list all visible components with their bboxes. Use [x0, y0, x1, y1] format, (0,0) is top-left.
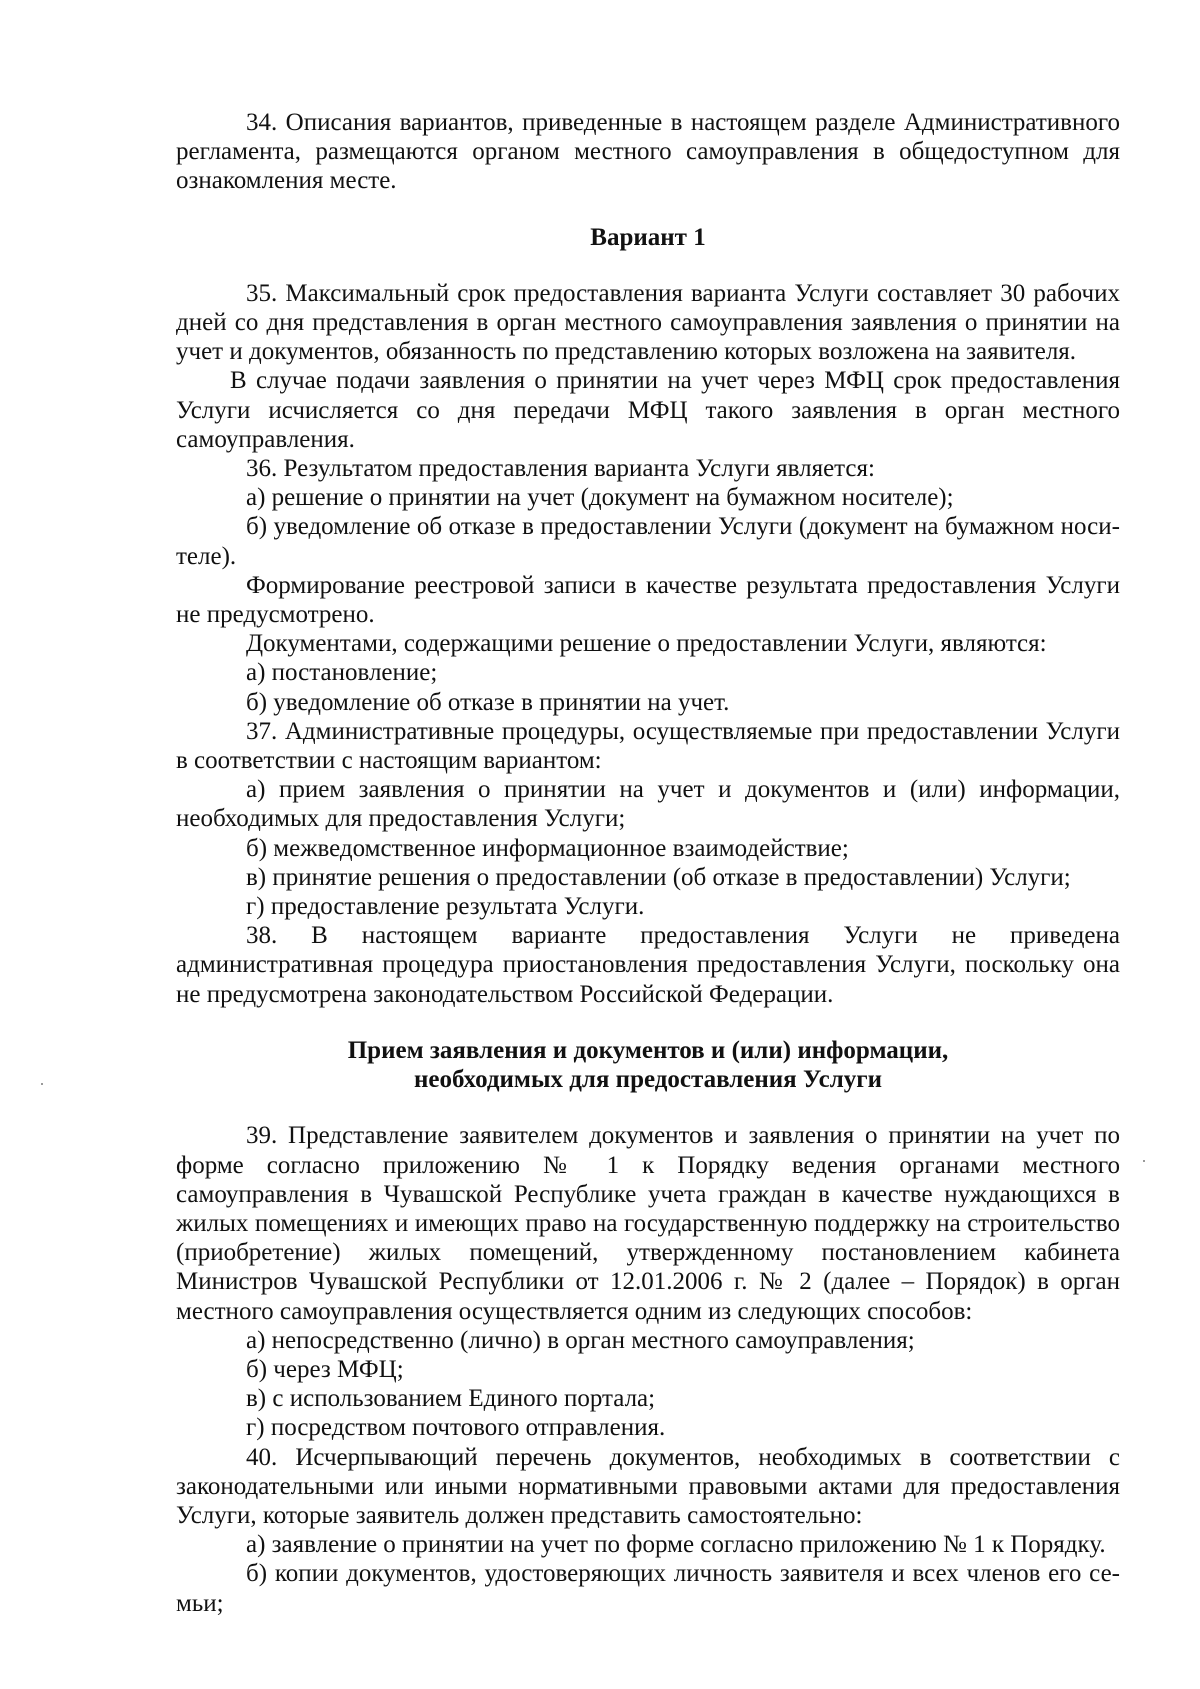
paragraph-36-doc-b: б) уведомление об отказе в принятии на учет. — [246, 688, 730, 716]
paragraph-40-b: б) копии документов, удостоверяющих личность заявителя и всех членов его семьи; — [176, 1560, 1120, 1617]
paragraph-36-documents: Документами, содержащими решение о предоставлении Услуги, являются: — [246, 630, 1047, 658]
heading-variant-1: Вариант 1 — [590, 223, 706, 251]
paragraph-36-registry: Формирование реестровой записи в качестве результата предоставления Услуги не предусмотрено. — [176, 571, 1120, 629]
paragraph-37-d: г) предоставление результата Услуги. — [246, 893, 645, 921]
paragraph-40: 40. Исчерпывающий перечень документов, необходимых в соответствии с законодательными или иными нормативными правовыми актами для предоставления Услуги, которые заявитель должен представить самостоятельно: — [176, 1443, 1120, 1529]
paragraph-39: 39. Представление заявителем документов и заявления о принятии на учет по форме согласно приложению № 1 к Порядку ведения органами местного самоуправления в Чувашской Республике учета граждан в качестве нуждающихся в жилых помещениях и имеющих право на государственную поддержку на строительство (приобретение) жилых помещений, утвержденному постановлением кабинета Министров Чувашской Республики от 12.01.2006 г. № 2 (далее – Порядок) в орган местного самоуправления осуществляется одним из следующих способов: — [176, 1122, 1120, 1325]
paragraph-36-a: а) решение о принятии на учет (документ на бумажном носителе); — [246, 484, 954, 512]
heading-section-line-1: Прием заявления и документов и (или) информации, — [347, 1036, 949, 1064]
paragraph-37-c: в) принятие решения о предоставлении (об отказе в предоставлении) Услуги; — [246, 863, 1071, 891]
paragraph-37-a: а) прием заявления о принятии на учет и документов и (или) информации, необходимых для предоставления Услуги; — [176, 776, 1120, 833]
paragraph-39-b: б) через МФЦ; — [246, 1355, 404, 1383]
paragraph-36-b: б) уведомление об отказе в предоставлении Услуги (документ на бумажном носителе). — [176, 513, 1120, 570]
paragraph-39-a: а) непосредственно (лично) в орган местного самоуправления; — [246, 1326, 915, 1354]
scan-speck — [1143, 1160, 1145, 1162]
heading-section-line-2: необходимых для предоставления Услуги — [414, 1066, 882, 1094]
paragraph-35-mfc: В случае подачи заявления о принятии на учет через МФЦ срок предоставления Услуги исчисляется со дня передачи МФЦ такого заявления в орган местного самоуправления. — [176, 367, 1120, 453]
paragraph-36: 36. Результатом предоставления варианта Услуги является: — [246, 455, 875, 483]
paragraph-38: 38. В настоящем варианте предоставления Услуги не приведена административная процедура приостановления предоставления Услуги, поскольку она не предусмотрена законодательством Российской Федерации. — [176, 922, 1120, 1008]
scan-speck — [41, 1083, 43, 1085]
paragraph-37-b: б) межведомственное информационное взаимодействие; — [246, 834, 849, 862]
document-page — [176, 108, 1120, 1618]
paragraph-36-doc-a: а) постановление; — [246, 659, 438, 687]
paragraph-35: 35. Максимальный срок предоставления варианта Услуги составляет 30 рабочих дней со дня представления в орган местного самоуправления заявления о принятии на учет и документов, обязанность по представлению которых возложена на заявителя. — [176, 279, 1120, 366]
paragraph-39-d: г) посредством почтового отправления. — [246, 1414, 666, 1442]
paragraph-34: 34. Описания вариантов, приведенные в настоящем разделе Административного регламента, размещаются органом местного самоуправления в общедоступном для ознакомления месте. — [176, 109, 1120, 195]
paragraph-40-a: а) заявление о принятии на учет по форме согласно приложению № 1 к Порядку. — [246, 1531, 1106, 1559]
paragraph-39-c: в) с использованием Единого портала; — [246, 1385, 656, 1413]
paragraph-37: 37. Административные процедуры, осуществляемые при предоставлении Услуги в соответствии с настоящим вариантом: — [176, 717, 1120, 775]
